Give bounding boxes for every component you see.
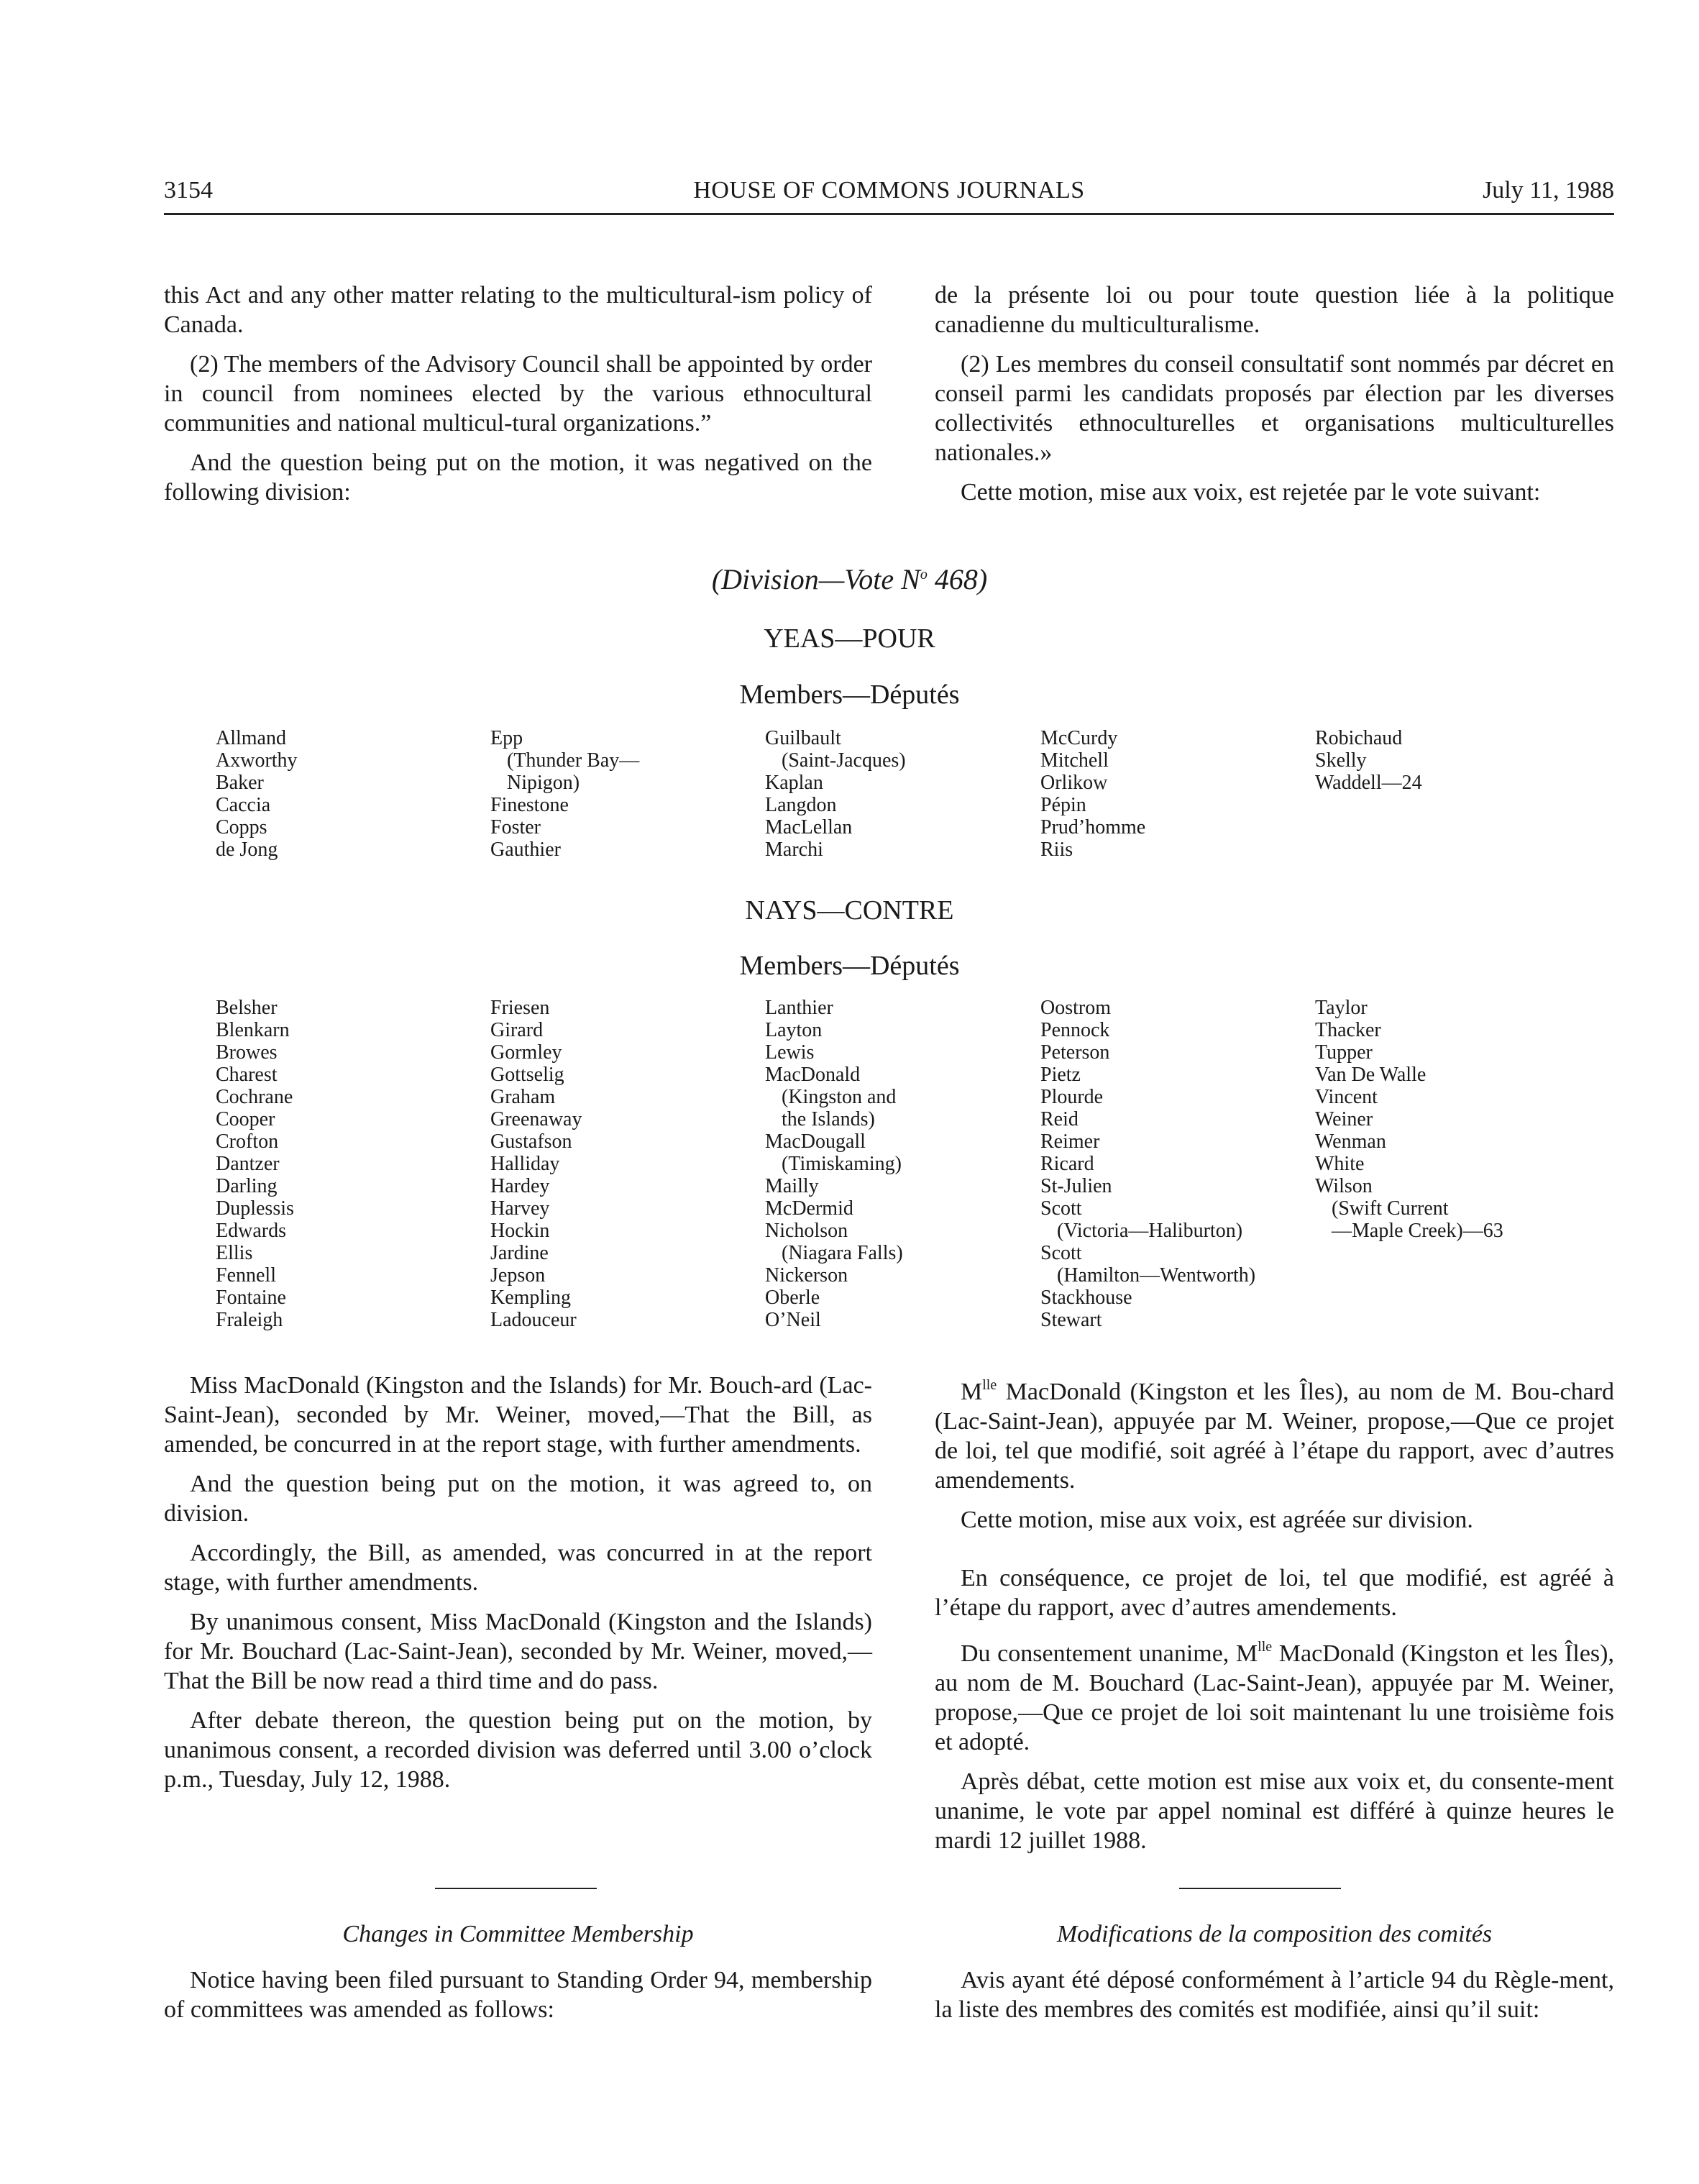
paragraph: de la présente loi ou pour toute question liée à la politique canadienne du multiculturalisme.	[935, 282, 1614, 338]
committee-heading-en: Changes in Committee Membership	[342, 1921, 694, 1947]
nays-column-1	[216, 997, 294, 1331]
member-name: Fennell	[216, 1264, 276, 1287]
paragraph: And the question being put on the motion, it was agreed to, on division.	[164, 1471, 872, 1527]
member-name: Jepson	[490, 1264, 546, 1287]
member-name: Belsher	[216, 997, 278, 1019]
member-riding: the Islands)	[782, 1108, 875, 1130]
member-name: MacDougall	[765, 1130, 866, 1153]
member-name: Ladouceur	[490, 1309, 577, 1331]
member-riding: Nipigon)	[507, 772, 580, 794]
member-name: MacLellan	[765, 816, 853, 839]
member-name: Wilson	[1315, 1175, 1373, 1197]
member-name: Lewis	[765, 1041, 815, 1064]
member-riding: (Timiskaming)	[782, 1153, 902, 1175]
member-name: Vincent	[1315, 1086, 1378, 1108]
nays-column-5	[1315, 997, 1503, 1242]
member-name: Ricard	[1040, 1153, 1094, 1175]
member-name: Riis	[1040, 839, 1073, 861]
member-name: Crofton	[216, 1130, 279, 1153]
member-name: Edwards	[216, 1220, 286, 1242]
journal-date: July 11, 1988	[1483, 177, 1614, 204]
yeas-column-1	[216, 727, 298, 861]
member-name: Duplessis	[216, 1197, 294, 1220]
yeas-column-2	[490, 727, 639, 861]
running-header	[164, 177, 1614, 215]
member-riding: (Kingston and	[782, 1086, 897, 1108]
member-name: Skelly	[1315, 749, 1367, 772]
paragraph: After debate thereon, the question being put on the motion, by unanimous consent, a recorded division was deferred until 3.00 o’clock p.m., Tuesday, July 12, 1988.	[164, 1707, 872, 1793]
member-name: Girard	[490, 1019, 544, 1041]
member-name: Van De Walle	[1315, 1064, 1426, 1086]
member-name: Gustafson	[490, 1130, 572, 1153]
nays-column-4	[1040, 997, 1255, 1331]
member-name: Stewart	[1040, 1309, 1102, 1331]
member-name: St-Julien	[1040, 1175, 1112, 1197]
member-name: Mitchell	[1040, 749, 1109, 772]
paragraph: (2) Les membres du conseil consultatif sont nommés par décret en conseil parmi les candidats proposés par élection par les diverses collectivités ethnoculturelles et organisations multiculturelles nationales.»	[935, 351, 1614, 466]
member-name: Tupper	[1315, 1041, 1373, 1064]
yeas-heading: YEAS—POUR	[764, 623, 935, 654]
paragraph: Après débat, cette motion est mise aux voix et, du consente-ment unanime, le vote par appel nominal est différé à quinze heures le mardi 12 juillet 1988.	[935, 1768, 1614, 1854]
member-name: Langdon	[765, 794, 837, 816]
member-name: Kempling	[490, 1287, 571, 1309]
member-name: Caccia	[216, 794, 271, 816]
member-name: de Jong	[216, 839, 278, 861]
yeas-members-heading: Members—Députés	[739, 680, 960, 710]
nays-heading: NAYS—CONTRE	[745, 895, 954, 926]
member-name: Axworthy	[216, 749, 298, 772]
member-name: Nicholson	[765, 1220, 848, 1242]
paragraph: By unanimous consent, Miss MacDonald (Kingston and the Islands) for Mr. Bouchard (Lac-Saint-Jean), seconded by Mr. Weiner, moved,—That the Bill be now read a third time and do pass.	[164, 1609, 872, 1694]
member-name: Pietz	[1040, 1064, 1081, 1086]
member-name: Reimer	[1040, 1130, 1100, 1153]
paragraph: And the question being put on the motion, it was negatived on the following division:	[164, 449, 872, 506]
member-name: Mailly	[765, 1175, 819, 1197]
member-name: Fraleigh	[216, 1309, 283, 1331]
member-name: Friesen	[490, 997, 550, 1019]
member-name: Hockin	[490, 1220, 550, 1242]
member-name: Halliday	[490, 1153, 560, 1175]
paragraph: Accordingly, the Bill, as amended, was concurred in at the report stage, with further amendments.	[164, 1540, 872, 1596]
member-name: Pennock	[1040, 1019, 1110, 1041]
bottom-right-column	[935, 1371, 1614, 1865]
member-name: Waddell—24	[1315, 772, 1422, 794]
member-riding: (Thunder Bay—	[507, 749, 640, 772]
member-name: O’Neil	[765, 1309, 821, 1331]
member-riding: (Niagara Falls)	[782, 1242, 903, 1264]
committee-heading-fr: Modifications de la composition des comités	[1056, 1921, 1493, 1947]
member-name: Pépin	[1040, 794, 1086, 816]
member-name: Layton	[765, 1019, 823, 1041]
member-name: Weiner	[1315, 1108, 1373, 1130]
separator-rule-left	[435, 1888, 597, 1889]
member-name: Ellis	[216, 1242, 253, 1264]
nays-column-3	[765, 997, 903, 1331]
member-riding: (Victoria—Haliburton)	[1057, 1220, 1243, 1242]
member-name: Reid	[1040, 1108, 1079, 1130]
top-right-column	[935, 280, 1614, 517]
page-number: 3154	[164, 177, 213, 204]
member-name: Greenaway	[490, 1108, 582, 1130]
member-name: Harvey	[490, 1197, 550, 1220]
member-name: Gormley	[490, 1041, 562, 1064]
member-name: White	[1315, 1153, 1365, 1175]
paragraph: Miss MacDonald (Kingston and the Islands) for Mr. Bouch-ard (Lac-Saint-Jean), seconded by Mr. Weiner, moved,—That the Bill, as amended, be concurred in at the report stage, with further amendments.	[164, 1372, 872, 1458]
member-name: Epp	[490, 727, 523, 749]
member-name: Gottselig	[490, 1064, 564, 1086]
top-left-column	[164, 280, 872, 517]
member-name: Darling	[216, 1175, 278, 1197]
bottom-left-column	[164, 1371, 872, 1804]
member-name: Charest	[216, 1064, 278, 1086]
member-name: Gauthier	[490, 839, 561, 861]
member-name: Foster	[490, 816, 541, 839]
member-name: Plourde	[1040, 1086, 1104, 1108]
member-name: Marchi	[765, 839, 823, 861]
member-name: Robichaud	[1315, 727, 1403, 749]
member-name: MacDonald	[765, 1064, 861, 1086]
member-name: Hardey	[490, 1175, 550, 1197]
member-riding: —Maple Creek)—63	[1332, 1220, 1503, 1242]
member-name: Graham	[490, 1086, 556, 1108]
member-name: Jardine	[490, 1242, 549, 1264]
division-title: (Division—Vote $N^o$ 468)	[711, 563, 988, 595]
member-name: Fontaine	[216, 1287, 286, 1309]
committee-text-en-column	[164, 1965, 872, 2034]
yeas-column-3	[765, 727, 906, 861]
member-name: Nickerson	[765, 1264, 848, 1287]
member-name: Orlikow	[1040, 772, 1108, 794]
paragraph: $M^{lle}$ MacDonald (Kingston et les Îles), au nom de M. Bou-chard (Lac-Saint-Jean), appuyée par M. Weiner, propose,—Que ce projet de loi, tel que modifié, soit agréé à l’étape du rapport, avec d’autres amendements.	[935, 1377, 1614, 1494]
member-name: Scott	[1040, 1242, 1082, 1264]
committee-text-fr-column	[935, 1965, 1614, 2034]
paragraph: Notice having been filed pursuant to Standing Order 94, membership of committees was amended as follows:	[164, 1967, 872, 2023]
member-name: Cochrane	[216, 1086, 293, 1108]
paragraph: Cette motion, mise aux voix, est rejetée par le vote suivant:	[961, 479, 1541, 506]
nays-column-2	[490, 997, 582, 1331]
member-name: Blenkarn	[216, 1019, 290, 1041]
paragraph: (2) The members of the Advisory Council shall be appointed by order in council from nominees elected by the various ethnocultural communities and national multicul-tural organizations.”	[164, 351, 872, 437]
member-name: Copps	[216, 816, 267, 839]
member-name: Baker	[216, 772, 264, 794]
member-name: Cooper	[216, 1108, 275, 1130]
member-name: Browes	[216, 1041, 278, 1064]
member-name: Oostrom	[1040, 997, 1111, 1019]
member-name: Guilbault	[765, 727, 841, 749]
member-name: McCurdy	[1040, 727, 1118, 749]
member-name: Dantzer	[216, 1153, 280, 1175]
member-name: Stackhouse	[1040, 1287, 1132, 1309]
member-name: Peterson	[1040, 1041, 1110, 1064]
member-name: Lanthier	[765, 997, 833, 1019]
paragraph: Du consentement unanime, $M^{lle}$ MacDonald (Kingston et les Îles), au nom de M. Bouchard (Lac-Saint-Jean), appuyée par M. Weiner, propose,—Que ce projet de loi soit maintenant lu une troisième fois et adopté.	[935, 1639, 1614, 1755]
yeas-column-5	[1315, 727, 1422, 794]
paragraph: this Act and any other matter relating to the multicultural-ism policy of Canada.	[164, 282, 872, 338]
member-name: Taylor	[1315, 997, 1368, 1019]
member-riding: (Hamilton—Wentworth)	[1057, 1264, 1256, 1287]
nays-members-heading: Members—Députés	[739, 951, 960, 981]
member-name: Kaplan	[765, 772, 823, 794]
member-name: Thacker	[1315, 1019, 1381, 1041]
yeas-column-4	[1040, 727, 1145, 861]
paragraph: En conséquence, ce projet de loi, tel que modifié, est agréé à l’étape du rapport, avec d’autres amendements.	[935, 1565, 1614, 1621]
member-name: Finestone	[490, 794, 569, 816]
paragraph: Avis ayant été déposé conformément à l’article 94 du Règle-ment, la liste des membres des comités est modifiée, ainsi qu’il suit:	[935, 1967, 1614, 2023]
member-name: Allmand	[216, 727, 286, 749]
member-name: McDermid	[765, 1197, 853, 1220]
journal-title: HOUSE OF COMMONS JOURNALS	[693, 177, 1085, 204]
member-name: Oberle	[765, 1287, 820, 1309]
member-name: Scott	[1040, 1197, 1082, 1220]
member-riding: (Saint-Jacques)	[782, 749, 906, 772]
member-name: Wenman	[1315, 1130, 1386, 1153]
paragraph: Cette motion, mise aux voix, est agréée sur division.	[961, 1507, 1473, 1533]
member-riding: (Swift Current	[1332, 1197, 1449, 1220]
member-name: Prud’homme	[1040, 816, 1146, 839]
separator-rule-right	[1179, 1888, 1341, 1889]
